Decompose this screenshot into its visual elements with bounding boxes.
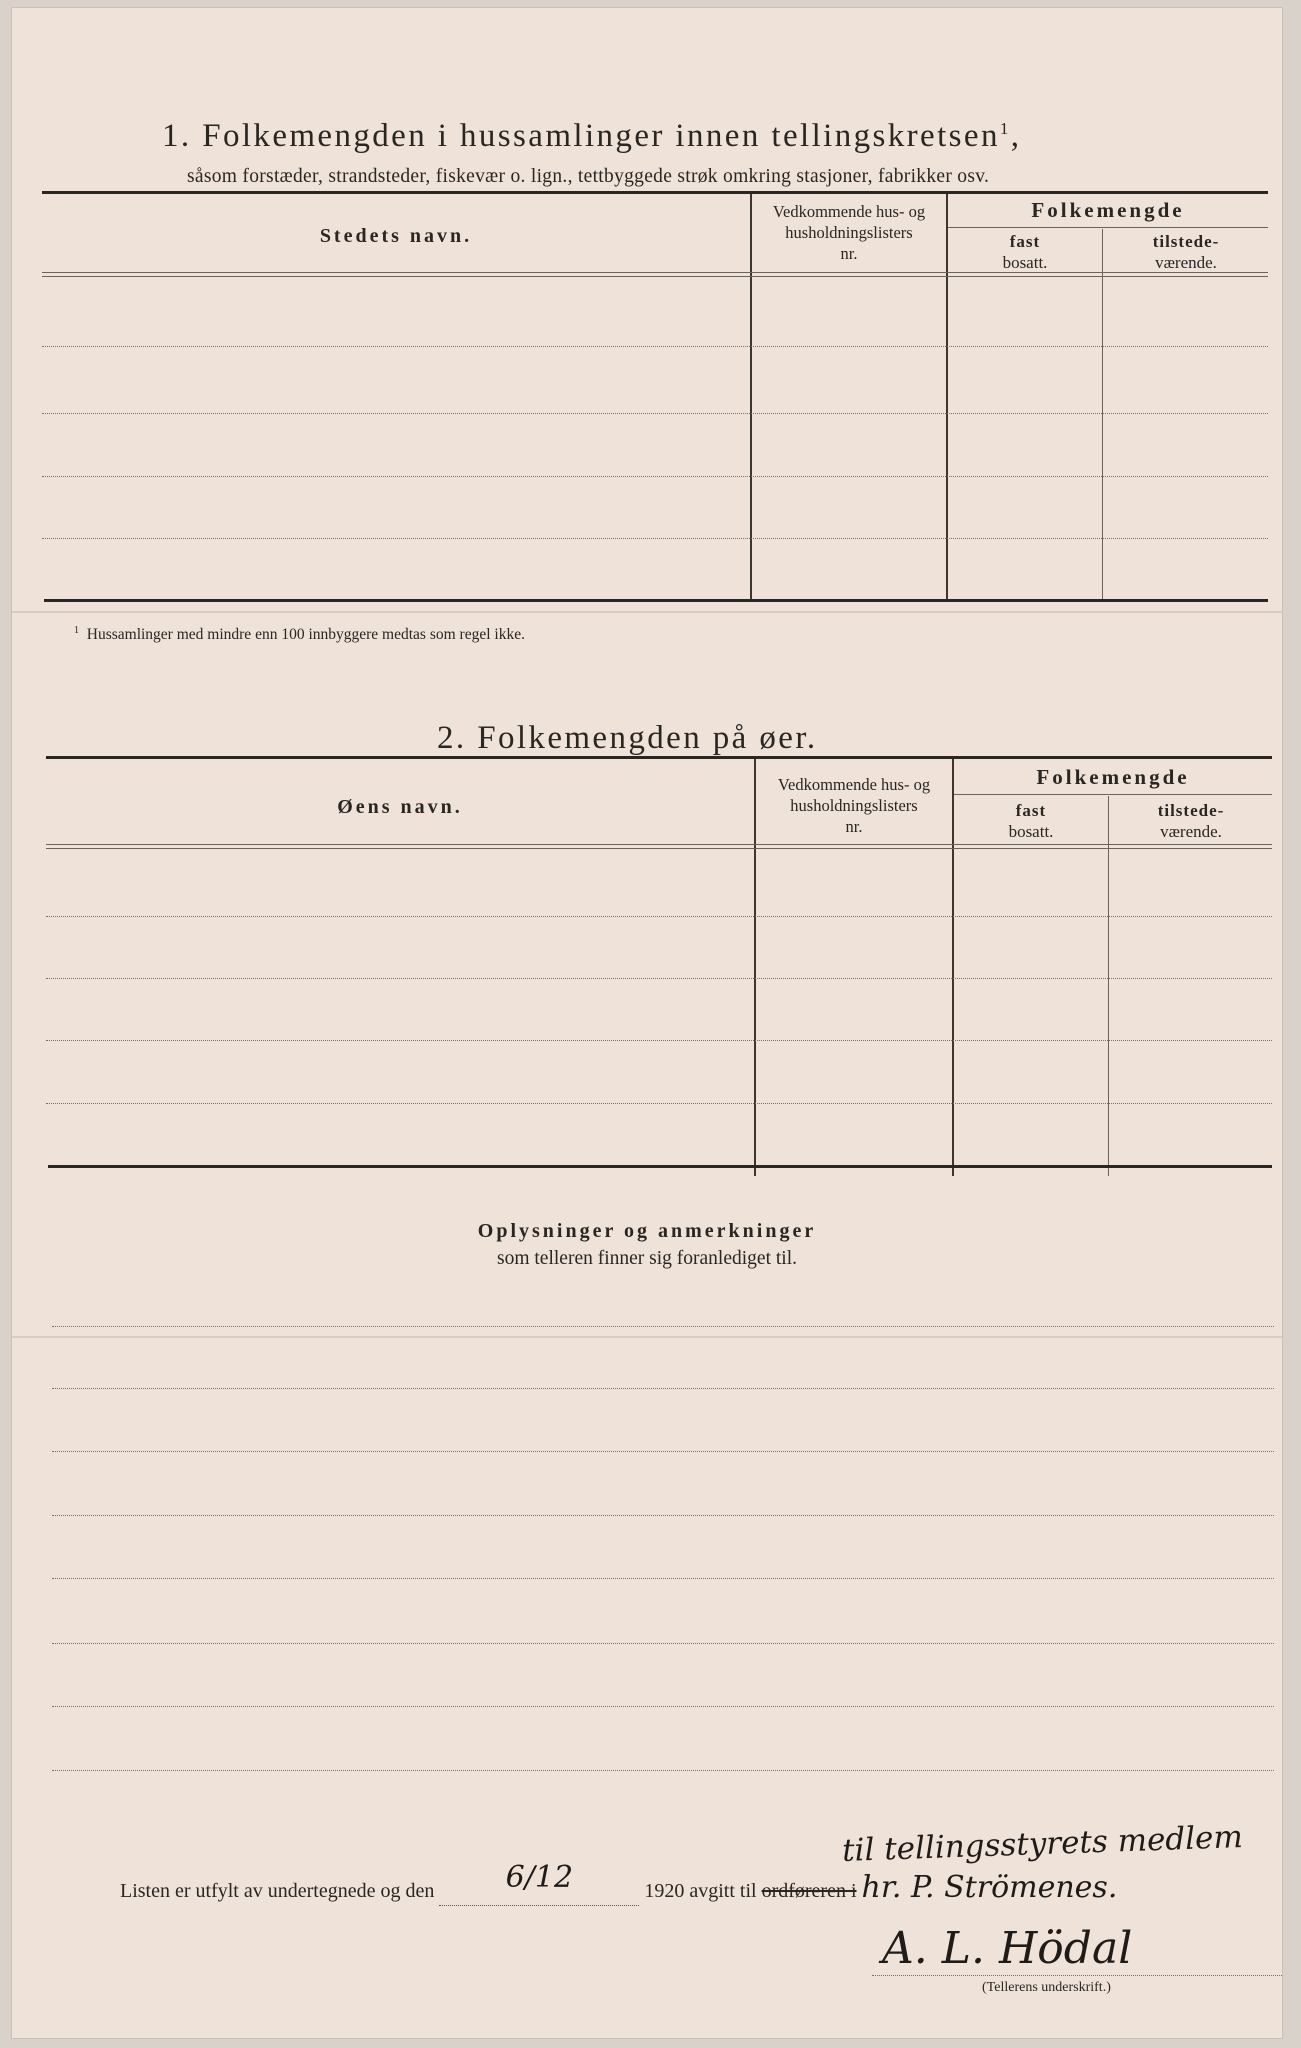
section2-col-list-line: husholdningslisters — [790, 796, 918, 815]
year-text: 1920 — [644, 1880, 685, 1902]
section1-col-list-line: Vedkommende hus- og — [772, 202, 926, 221]
handwritten-date: 6/12 — [505, 1860, 574, 1895]
section1-col-fast-line: bosatt. — [1002, 253, 1048, 272]
section2-row-line — [46, 1103, 1272, 1104]
section2-header-rule — [46, 844, 1272, 845]
struck-text: ordføreren i — [761, 1880, 857, 1902]
section2-table-top-rule — [46, 756, 1272, 759]
section2-title: 2. Folkemengden på øer. — [437, 720, 818, 756]
section2-col-list-line: nr. — [845, 817, 863, 836]
handwritten-recipient-line2: hr. P. Strömenes. — [861, 1870, 1118, 1905]
avgitt-text: avgitt til — [689, 1880, 757, 1902]
section2-row-line — [46, 1040, 1272, 1041]
section2-col-divider — [1108, 796, 1109, 1176]
section2-row-line — [46, 978, 1272, 979]
footnote-text: Hussamlinger med mindre enn 100 innbyggere medtas som regel ikke. — [86, 626, 525, 644]
section1-table-top-rule — [42, 191, 1268, 194]
section1-table-bottom-rule — [44, 599, 1268, 602]
remarks-line — [52, 1770, 1274, 1771]
section1-col-folk-header: Folkemengde — [1031, 198, 1185, 222]
section1-col-list-line: nr. — [840, 244, 858, 263]
section1-col-list-header — [752, 201, 946, 264]
section1-col-divider — [1102, 229, 1103, 601]
section2-col-folk-header: Folkemengde — [1036, 765, 1190, 789]
section2-col-name-header: Øens navn. — [337, 796, 463, 818]
section1-col-tilst-header — [1104, 231, 1268, 273]
section2-header-rule — [46, 848, 1272, 849]
section1-subtitle: såsom forstæder, strandsteder, fiskevær o. lign., tettbyggede strøk omkring stasjoner, fabrikker osv. — [187, 166, 990, 187]
signoff-text: Listen er utfylt av undertegnede og den — [120, 1880, 435, 1902]
section1-title-footnote-mark: 1 — [999, 119, 1011, 138]
section1-row-line — [42, 413, 1268, 414]
signoff-line — [120, 1860, 1118, 1906]
census-form-page — [12, 8, 1282, 2038]
section1-footnote — [74, 625, 525, 644]
remarks-line — [52, 1451, 1274, 1452]
remarks-line — [52, 1643, 1274, 1644]
section1-col-name-header: Stedets navn. — [319, 225, 473, 247]
section1-col-tilst-line: tilstede- — [1152, 232, 1220, 251]
fold-line — [12, 611, 1282, 613]
section2-col-tilst-line: tilstede- — [1157, 801, 1225, 820]
section2-subheader-rule — [954, 794, 1272, 795]
section2-table-bottom-rule — [48, 1165, 1272, 1168]
remarks-title: Oplysninger og anmerkninger — [477, 1220, 817, 1242]
footnote-mark: 1 — [74, 625, 79, 636]
section1-row-line — [42, 346, 1268, 347]
section1-header-rule — [42, 276, 1268, 277]
remarks-line — [52, 1388, 1274, 1389]
remarks-subtitle: som telleren finner sig foranlediget til. — [497, 1248, 797, 1269]
section1-title — [162, 118, 1021, 155]
remarks-line — [52, 1515, 1274, 1516]
section2-col-fast-line: bosatt. — [1008, 822, 1054, 841]
date-field — [439, 1860, 639, 1906]
section1-title-tail: , — [1010, 118, 1022, 154]
section1-row-line — [42, 538, 1268, 539]
section2-col-tilst-line: værende. — [1160, 822, 1222, 841]
remarks-line — [52, 1578, 1274, 1579]
handwritten-signature: A. L. Hödal — [882, 1923, 1133, 1974]
section2-col-fast-line: fast — [1015, 801, 1047, 820]
section2-col-list-line: Vedkommende hus- og — [777, 775, 931, 794]
remarks-line — [52, 1326, 1274, 1327]
section1-row-line — [42, 476, 1268, 477]
section1-col-list-line: husholdningslisters — [785, 223, 913, 242]
section1-subheader-rule — [948, 227, 1268, 228]
section2-col-list-header — [756, 774, 952, 837]
section1-col-fast-header — [948, 231, 1102, 273]
section2-col-fast-header — [954, 800, 1108, 842]
signature-line — [872, 1975, 1282, 1976]
section2-row-line — [46, 916, 1272, 917]
section2-col-tilst-header — [1110, 800, 1272, 842]
remarks-line — [52, 1706, 1274, 1707]
section1-title-text: 1. Folkemengden i hussamlinger innen tellingskretsen — [162, 118, 1000, 154]
signature-caption: (Tellerens underskrift.) — [982, 1980, 1111, 1995]
section1-col-fast-line: fast — [1009, 232, 1041, 251]
handwritten-recipient-line1: til tellingsstyrets medlem — [841, 1819, 1244, 1869]
fold-line — [12, 1336, 1282, 1338]
section1-col-tilst-line: værende. — [1155, 253, 1217, 272]
